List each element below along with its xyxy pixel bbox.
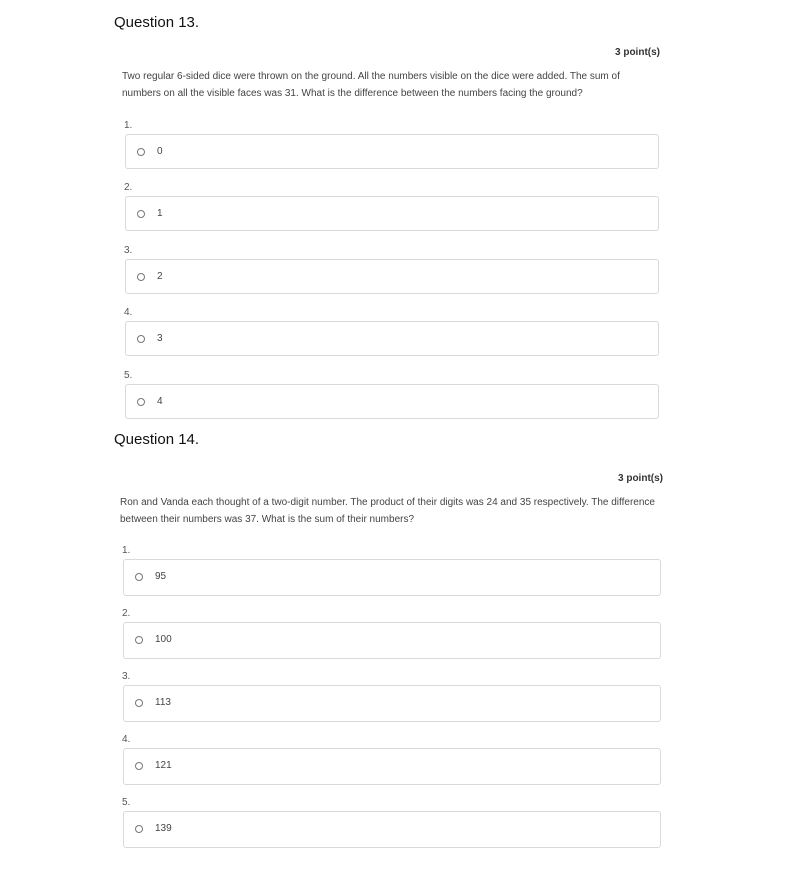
option-label: 121 bbox=[155, 760, 172, 771]
radio-button[interactable] bbox=[135, 762, 143, 770]
option-number: 3. bbox=[122, 671, 131, 682]
radio-button[interactable] bbox=[135, 636, 143, 644]
question-title: Question 13. bbox=[114, 14, 200, 31]
question-text bbox=[120, 494, 655, 528]
option-label: 2 bbox=[157, 271, 163, 282]
option-number: 5. bbox=[124, 370, 133, 381]
question-points: 3 point(s) bbox=[618, 473, 663, 484]
answer-option[interactable] bbox=[125, 134, 659, 169]
radio-button[interactable] bbox=[137, 148, 145, 156]
question-text-line: Two regular 6-sided dice were thrown on the ground. All the numbers visible on the dice were added. The sum of bbox=[122, 71, 620, 82]
answer-option[interactable] bbox=[125, 384, 659, 419]
radio-button[interactable] bbox=[135, 573, 143, 581]
option-label: 100 bbox=[155, 634, 172, 645]
answer-option[interactable] bbox=[123, 622, 661, 659]
question-text-line: between their numbers was 37. What is the sum of their numbers? bbox=[120, 514, 415, 525]
radio-button[interactable] bbox=[137, 398, 145, 406]
option-label: 0 bbox=[157, 146, 163, 157]
question-text-line: Ron and Vanda each thought of a two-digit number. The product of their digits was 24 and 35 respectively. The difference bbox=[120, 497, 655, 508]
radio-button[interactable] bbox=[137, 273, 145, 281]
radio-button[interactable] bbox=[137, 210, 145, 218]
option-number: 5. bbox=[122, 797, 131, 808]
radio-button[interactable] bbox=[137, 335, 145, 343]
option-number: 1. bbox=[124, 120, 133, 131]
question-title: Question 14. bbox=[114, 431, 200, 448]
option-number: 2. bbox=[122, 608, 131, 619]
option-label: 95 bbox=[155, 571, 167, 582]
option-label: 3 bbox=[157, 333, 163, 344]
option-number: 1. bbox=[122, 545, 131, 556]
answer-option[interactable] bbox=[123, 559, 661, 596]
answer-option[interactable] bbox=[123, 811, 661, 848]
radio-button[interactable] bbox=[135, 699, 143, 707]
option-number: 2. bbox=[124, 182, 133, 193]
answer-option[interactable] bbox=[125, 321, 659, 356]
option-number: 4. bbox=[124, 307, 133, 318]
radio-button[interactable] bbox=[135, 825, 143, 833]
question-text bbox=[122, 68, 620, 102]
answer-option[interactable] bbox=[123, 685, 661, 722]
option-number: 3. bbox=[124, 245, 133, 256]
option-label: 113 bbox=[155, 697, 171, 708]
question-points: 3 point(s) bbox=[615, 47, 660, 58]
option-label: 4 bbox=[157, 396, 163, 407]
answer-option[interactable] bbox=[125, 196, 659, 231]
answer-option[interactable] bbox=[125, 259, 659, 294]
option-number: 4. bbox=[122, 734, 131, 745]
option-label: 1 bbox=[157, 208, 163, 219]
question-text-line: numbers on all the visible faces was 31. What is the difference between the numbers facing the ground? bbox=[122, 88, 583, 99]
option-label: 139 bbox=[155, 823, 172, 834]
answer-option[interactable] bbox=[123, 748, 661, 785]
